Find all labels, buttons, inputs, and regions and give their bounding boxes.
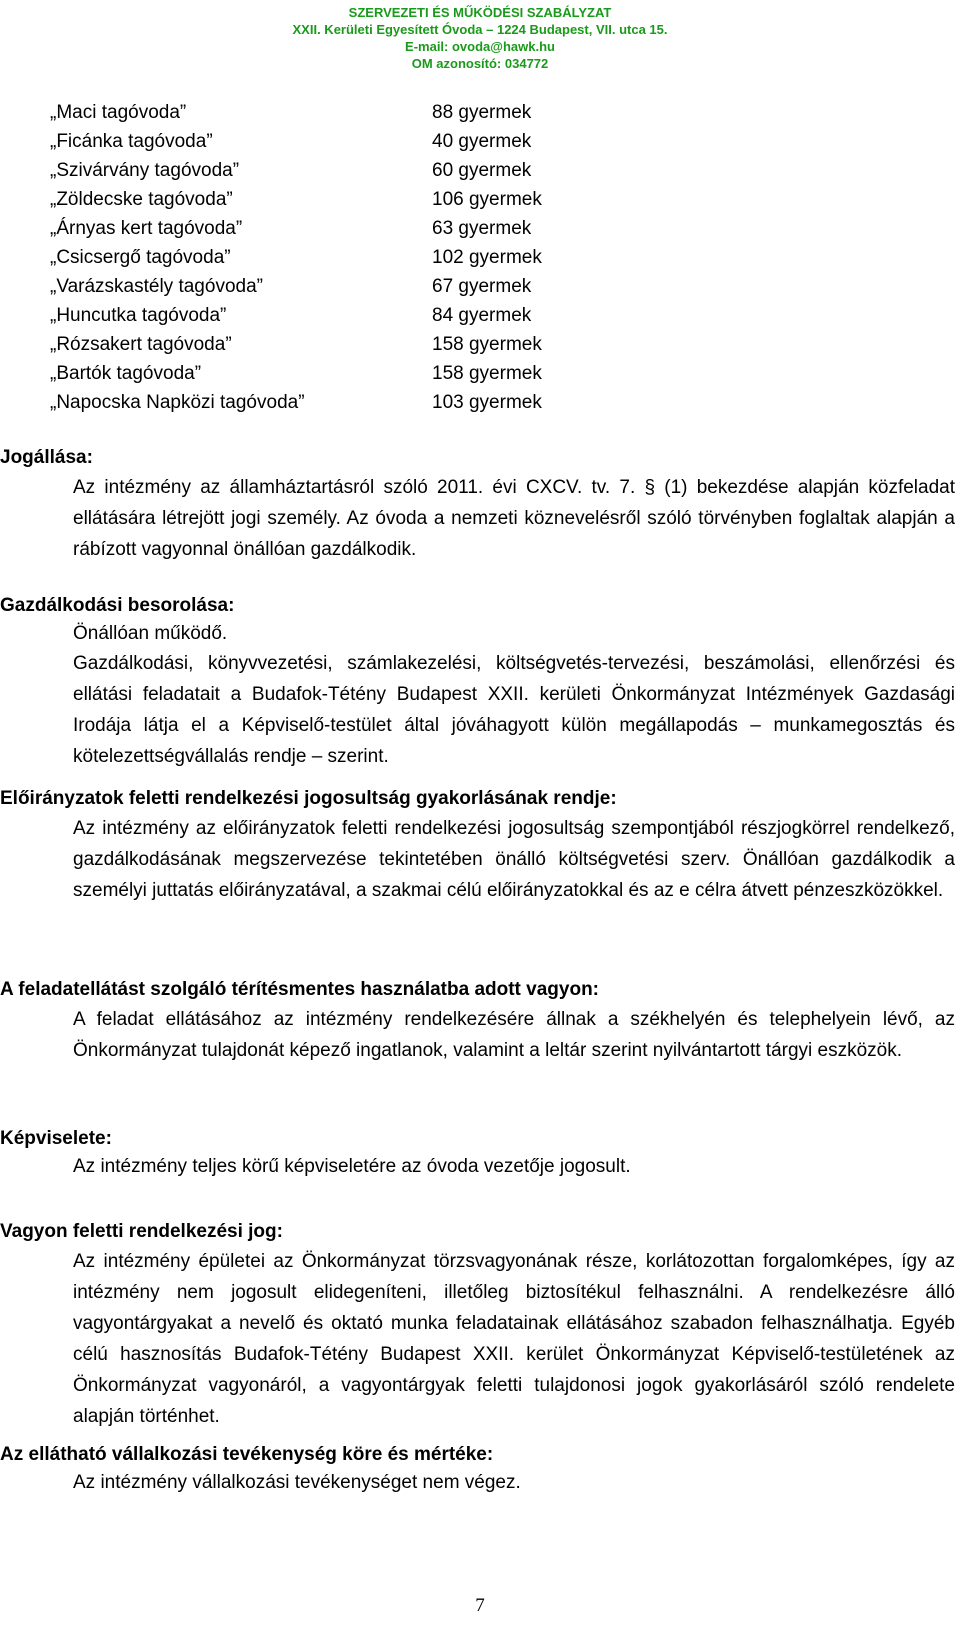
list-item <box>50 98 570 127</box>
section-body: Önállóan működő. <box>73 623 228 644</box>
section-representation <box>0 1125 960 1181</box>
page-number: 7 <box>475 1595 485 1616</box>
list-item <box>50 214 570 243</box>
unit-name: „Napocska Napközi tagóvoda” <box>50 392 305 413</box>
section-body: Az intézmény vállalkozási tevékenységet nem végez. <box>73 1472 521 1493</box>
section-legal-status <box>0 444 960 565</box>
unit-name: „Árnyas kert tagóvoda” <box>50 218 243 239</box>
section-heading: A feladatellátást szolgáló térítésmentes használatba adott vagyon: <box>0 979 600 1000</box>
section-heading: Vagyon feletti rendelkezési jog: <box>0 1221 283 1242</box>
list-item <box>50 388 570 417</box>
section-heading: Az ellátható vállalkozási tevékenység köre és mértéke: <box>0 1444 494 1465</box>
unit-count: 158 gyermek <box>432 363 542 384</box>
list-item <box>50 243 570 272</box>
unit-count: 103 gyermek <box>432 392 542 413</box>
section-business-activity <box>0 1441 960 1497</box>
unit-name: „Szivárvány tagóvoda” <box>50 160 240 181</box>
list-item <box>50 185 570 214</box>
unit-count: 63 gyermek <box>432 218 532 239</box>
list-item <box>50 127 570 156</box>
section-body: Az intézmény az előirányzatok feletti rendelkezési jogosultság szempontjából részjogkörrel rendelkező, gazdálkodásának megszervezése tekintetében önálló költségvetési szerv. Önállóan gazdálkodik a személyi juttatás előirányzatával, a szakmai célú előirányzatokkal és az e célra átvett pénzeszközökkel. <box>73 818 955 901</box>
section-body: Az intézmény az államháztartásról szóló 2011. évi CXCV. tv. 7. § (1) bekezdése alapján közfeladat ellátására létrejött jogi személy. Az óvoda a nemzeti köznevelésről szóló törvényben foglaltak alapján a rábízott vagyonnal önállóan gazdálkodik. <box>73 477 955 560</box>
unit-name: „Maci tagóvoda” <box>50 102 187 123</box>
list-item <box>50 156 570 185</box>
section-assets-in-use <box>0 976 960 1066</box>
section-body: Az intézmény teljes körű képviseletére az óvoda vezetője jogosult. <box>73 1156 631 1177</box>
unit-count: 60 gyermek <box>432 160 532 181</box>
section-heading: Képviselete: <box>0 1128 112 1149</box>
header-email: E-mail: ovoda@hawk.hu <box>405 39 555 54</box>
unit-count: 88 gyermek <box>432 102 532 123</box>
section-economic-classification <box>0 592 960 772</box>
list-item <box>50 330 570 359</box>
unit-name: „Bartók tagóvoda” <box>50 363 202 384</box>
header-om-id: OM azonosító: 034772 <box>411 56 549 71</box>
section-asset-disposal-rights <box>0 1218 960 1432</box>
section-heading: Gazdálkodási besorolása: <box>0 595 235 616</box>
unit-name: „Rózsakert tagóvoda” <box>50 334 232 355</box>
unit-name: „Zöldecske tagóvoda” <box>50 189 233 210</box>
unit-count: 40 gyermek <box>432 131 532 152</box>
unit-count: 106 gyermek <box>432 189 542 210</box>
list-item <box>50 272 570 301</box>
section-body: Gazdálkodási, könyvvezetési, számlakezelési, költségvetés-tervezési, beszámolási, ellenőrzési és ellátási feladatait a Budafok-Tétény Budapest XXII. kerületi Önkormányzat Intézmények Gazdasági Irodája látja el a Képviselő-testület által jóváhagyott külön megállapodás – munkamegosztás és kötelezettségvállalás rendje – szerint. <box>73 653 955 767</box>
header-address: XXII. Kerületi Egyesített Óvoda – 1224 Budapest, VII. utca 15. <box>292 22 668 37</box>
unit-count: 67 gyermek <box>432 276 532 297</box>
member-kindergartens-list <box>50 98 570 417</box>
unit-name: „Varázskastély tagóvoda” <box>50 276 263 297</box>
unit-name: „Huncutka tagóvoda” <box>50 305 227 326</box>
unit-name: „Csicsergő tagóvoda” <box>50 247 231 268</box>
section-heading: Jogállása: <box>0 447 93 468</box>
header-title: SZERVEZETI ÉS MŰKÖDÉSI SZABÁLYZAT <box>348 5 612 20</box>
section-heading: Előirányzatok feletti rendelkezési jogosultság gyakorlásának rendje: <box>0 788 617 809</box>
page-header <box>0 4 960 72</box>
section-body: A feladat ellátásához az intézmény rendelkezésére állnak a székhelyén és telephelyein lévő, az Önkormányzat tulajdonát képező ingatlanok, valamint a leltár szerint nyilvántartott tárgyi eszközök. <box>73 1009 955 1061</box>
section-body: Az intézmény épületei az Önkormányzat törzsvagyonának része, korlátozottan forgalomképes, így az intézmény nem jogosult elidegeníteni, illetőleg biztosítékul felhasználni. A rendelkezésre álló vagyontárgyakat a nevelő és oktató munka feladatainak ellátásához szabadon felhasználhatja. Egyéb célú hasznosítás Budafok-Tétény Budapest XXII. kerület Önkormányzat Képviselő-testületének az Önkormányzat vagyonáról, a vagyontárgyak feletti tulajdonosi jogok gyakorlásáról szóló rendelete alapján történhet. <box>73 1251 955 1427</box>
unit-count: 102 gyermek <box>432 247 542 268</box>
section-appropriation-rights <box>0 785 960 906</box>
unit-count: 84 gyermek <box>432 305 532 326</box>
unit-count: 158 gyermek <box>432 334 542 355</box>
list-item <box>50 359 570 388</box>
unit-name: „Ficánka tagóvoda” <box>50 131 213 152</box>
list-item <box>50 301 570 330</box>
